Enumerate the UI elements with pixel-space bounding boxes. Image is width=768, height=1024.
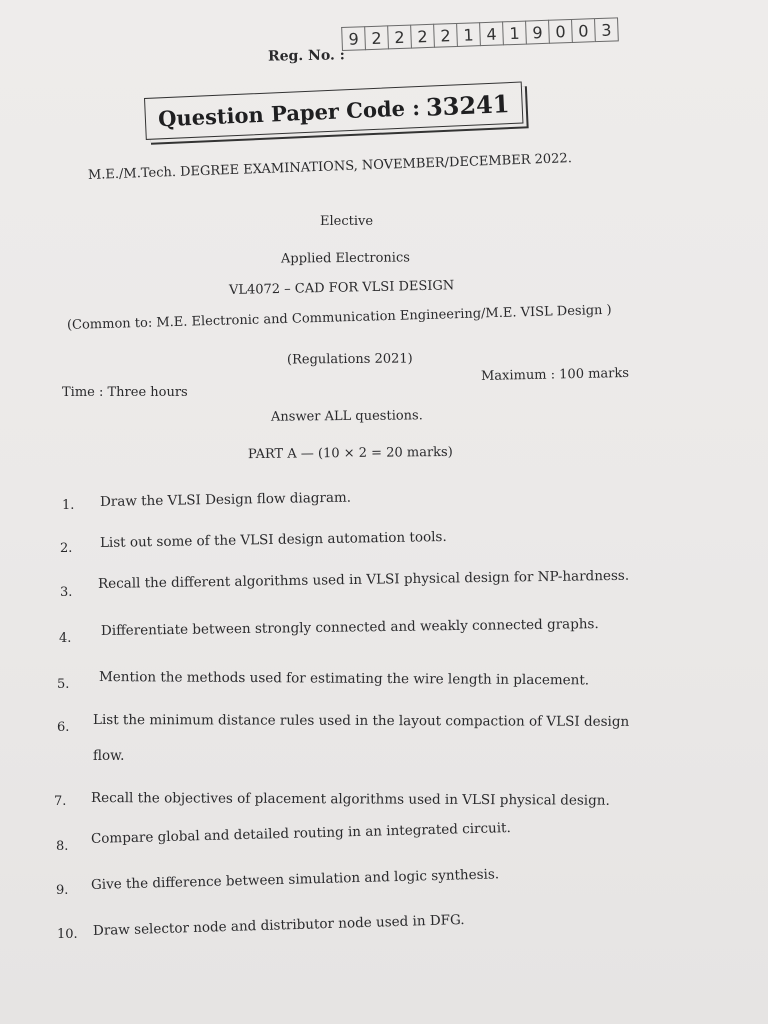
exam-duration: Time : Three hours xyxy=(62,385,188,400)
reg-digit: 1 xyxy=(502,21,526,46)
question-text: Recall the different algorithms used in VLSI physical design for NP-hardness. xyxy=(97,567,630,592)
question-number: 8. xyxy=(56,839,69,854)
qp-code-value: 33241 xyxy=(425,88,510,122)
reg-no-label: Reg. No. : xyxy=(267,47,346,65)
reg-no-boxes xyxy=(341,17,619,51)
question-text: List the minimum distance rules used in the layout compaction of VLSI design xyxy=(92,712,630,730)
reg-digit: 0 xyxy=(571,18,595,43)
question-text: Compare global and detailed routing in an integrated circuit. xyxy=(90,820,512,847)
instruction: Answer ALL questions. xyxy=(270,408,423,425)
question-text: Draw the VLSI Design flow diagram. xyxy=(99,489,352,510)
reg-digit: 9 xyxy=(341,26,365,51)
question-text: Recall the objectives of placement algorithms used in VLSI physical design. xyxy=(90,790,610,809)
reg-digit: 0 xyxy=(548,19,572,44)
reg-digit: 1 xyxy=(456,22,480,47)
reg-digit: 2 xyxy=(364,25,388,50)
subject-title: VL4072 – CAD FOR VLSI DESIGN xyxy=(228,278,455,298)
exam-category: Elective xyxy=(320,214,374,229)
common-to-note: (Common to: M.E. Electronic and Communication Engineering/M.E. VISL Design ) xyxy=(66,302,612,333)
question-number: 7. xyxy=(54,794,67,809)
exam-title: M.E./M.Tech. DEGREE EXAMINATIONS, NOVEMBER/DECEMBER 2022. xyxy=(87,151,573,183)
reg-digit: 4 xyxy=(479,21,503,46)
question-number: 2. xyxy=(60,541,73,556)
reg-digit: 9 xyxy=(525,20,549,45)
part-a-heading: PART A — (10 × 2 = 20 marks) xyxy=(247,444,453,463)
question-text: Draw selector node and distributor node used in DFG. xyxy=(92,911,465,939)
maximum-marks: Maximum : 100 marks xyxy=(480,365,630,384)
reg-digit: 2 xyxy=(387,25,411,50)
branch-name: Applied Electronics xyxy=(280,250,410,267)
question-text: Give the difference between simulation and logic synthesis. xyxy=(90,866,500,893)
question-number: 10. xyxy=(57,927,78,942)
reg-digit: 2 xyxy=(410,24,434,49)
question-number: 3. xyxy=(60,585,73,600)
qp-code-label: Question Paper Code : xyxy=(157,94,421,131)
regulations: (Regulations 2021) xyxy=(286,351,413,368)
question-number: 9. xyxy=(56,883,69,898)
reg-digit: 3 xyxy=(594,17,619,42)
question-text: Mention the methods used for estimating the wire length in placement. xyxy=(98,669,590,689)
question-number: 1. xyxy=(62,498,75,513)
question-number: 4. xyxy=(59,631,72,646)
reg-digit: 2 xyxy=(433,23,457,48)
question-paper-code-box xyxy=(144,82,523,140)
question-text: List out some of the VLSI design automation tools. xyxy=(99,528,447,551)
question-text: Differentiate between strongly connected and weakly connected graphs. xyxy=(100,616,599,639)
question-number: 5. xyxy=(57,677,70,692)
question-text-continued: flow. xyxy=(93,748,125,764)
question-number: 6. xyxy=(57,720,70,735)
